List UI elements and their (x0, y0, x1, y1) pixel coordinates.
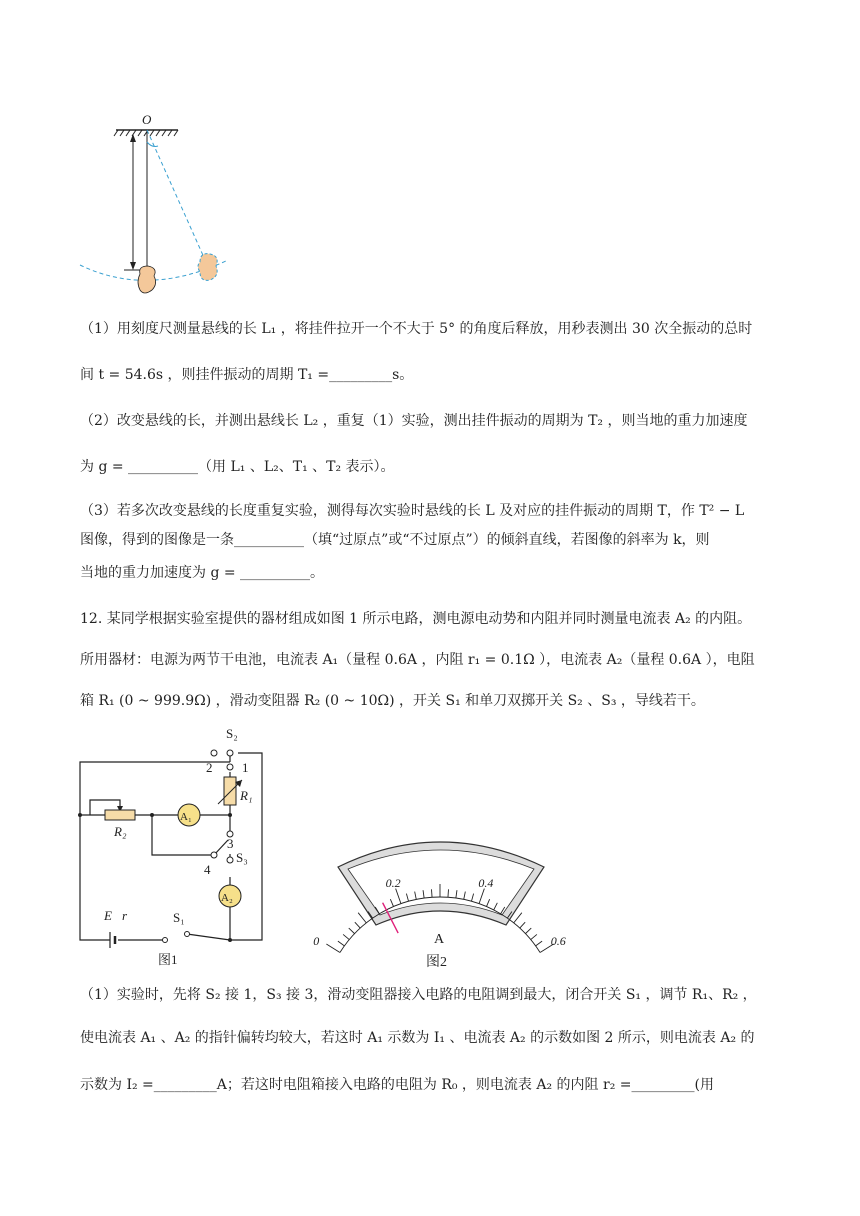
meter-tick-label: 0 (313, 933, 320, 948)
meter-tick (520, 922, 525, 928)
label-terminal-1: 1 (242, 760, 249, 775)
q12-part1-line2: 使电流表 A₁ 、A₂ 的指针偏转均较大，若这时 A₁ 示数为 I₁ 、电流表 A₂ 的示数如图 2 所示，则电流表 A₂ 的 (80, 1030, 755, 1046)
pendulum-figure (78, 110, 258, 300)
label-a2: A₂ (221, 892, 233, 904)
q12-line1: 12. 某同学根据实验室提供的器材组成如图 1 所示电路，测电源电动势和内阻并同时测量电流表 A₂ 的内阻。 (80, 611, 752, 627)
q12-part1-line1: （1）实验时，先将 S₂ 接 1，S₃ 接 3，滑动变阻器接入电路的电阻调到最大，闭合开关 S₁ ，调节 R₁、R₂ ， (80, 987, 757, 1003)
circuit-caption: 图1 (158, 952, 178, 967)
meter-tick (343, 934, 349, 939)
meter-tick (536, 941, 542, 946)
q11-part3-line2: 图像，得到的图像是一条__________（填“过原点”或“不过原点”）的倾斜直线，若图像的斜率为 k，则 (80, 532, 710, 548)
meter-tick (531, 934, 537, 939)
circuit-figure (70, 722, 280, 974)
meter-tick-label: 0.4 (478, 875, 494, 890)
q11-part1-line1: （1）用刻度尺测量悬线的长 L₁ ，将挂件拉开一个不大于 5° 的角度后释放，用秒表测出 30 次全振动的总时 (80, 321, 753, 337)
label-r: r (122, 908, 128, 923)
q11-part3-line1: （3）若多次改变悬线的长度重复实验，测得每次实验时悬线的长 L 及对应的挂件振动的周期 T，作 T² − L (80, 503, 745, 519)
q11-part2-line2: 为 g = __________（用 L₁ 、L₂、T₁ 、T₂ 表示）。 (80, 459, 395, 475)
label-r2: R₂ (114, 824, 127, 839)
meter-tick (448, 889, 449, 897)
meter-tick (349, 928, 355, 934)
pendulum-bob (138, 266, 156, 293)
label-r1: R₁ (240, 788, 253, 803)
meter-tick (358, 913, 366, 923)
meter-unit-label: A (434, 932, 445, 947)
meter-tick-label: 0.2 (385, 875, 401, 890)
label-s2: S₂ (226, 726, 238, 741)
q11-part2-line1: （2）改变悬线的长，并测出悬线长 L₂ ，重复（1）实验，测出挂件振动的周期为 T₂ ，则当地的重力加速度 (80, 413, 748, 429)
q12-line3: 箱 R₁ (0 ~ 999.9Ω) ，滑动变阻器 R₂ (0 ~ 10Ω) ，开关 S₁ 和单刀双掷开关 S₂ 、S₃ ，导线若干。 (80, 693, 705, 709)
label-terminal-3: 3 (227, 836, 234, 851)
label-s3: S₃ (236, 850, 248, 865)
meter-tick (525, 928, 531, 934)
meter-tick (355, 922, 360, 928)
ammeter-dial-figure (313, 825, 566, 975)
label-a1: A₁ (180, 811, 192, 823)
label-e: E (104, 908, 112, 923)
meter-tick (338, 941, 344, 946)
meter-tick (432, 889, 433, 897)
q11-part1-line2: 间 t = 54.6s ，则挂件振动的周期 T₁ =_________s。 (80, 367, 414, 383)
meter-caption: 图2 (426, 955, 447, 970)
label-terminal-4: 4 (204, 862, 211, 877)
meter-tick (326, 944, 340, 952)
label-terminal-2: 2 (206, 760, 213, 775)
pivot-label: O (142, 112, 152, 127)
meter-tick (514, 913, 522, 923)
label-s1: S₁ (173, 910, 185, 925)
q12-part1-line3: 示数为 I₂ =_________A；若这时电阻箱接入电路的电阻为 R₀ ，则电流表 A₂ 的内阻 r₂ =_________(用 (80, 1077, 714, 1093)
meter-tick-label: 0.6 (550, 933, 566, 948)
q12-line2: 所用器材：电源为两节干电池，电流表 A₁（量程 0.6A ，内阻 r₁ = 0.1Ω ），电流表 A₂（量程 0.6A ），电阻 (80, 652, 755, 668)
pendulum-bob-displaced (198, 254, 217, 281)
q11-part3-line3: 当地的重力加速度为 g = __________。 (80, 565, 325, 581)
